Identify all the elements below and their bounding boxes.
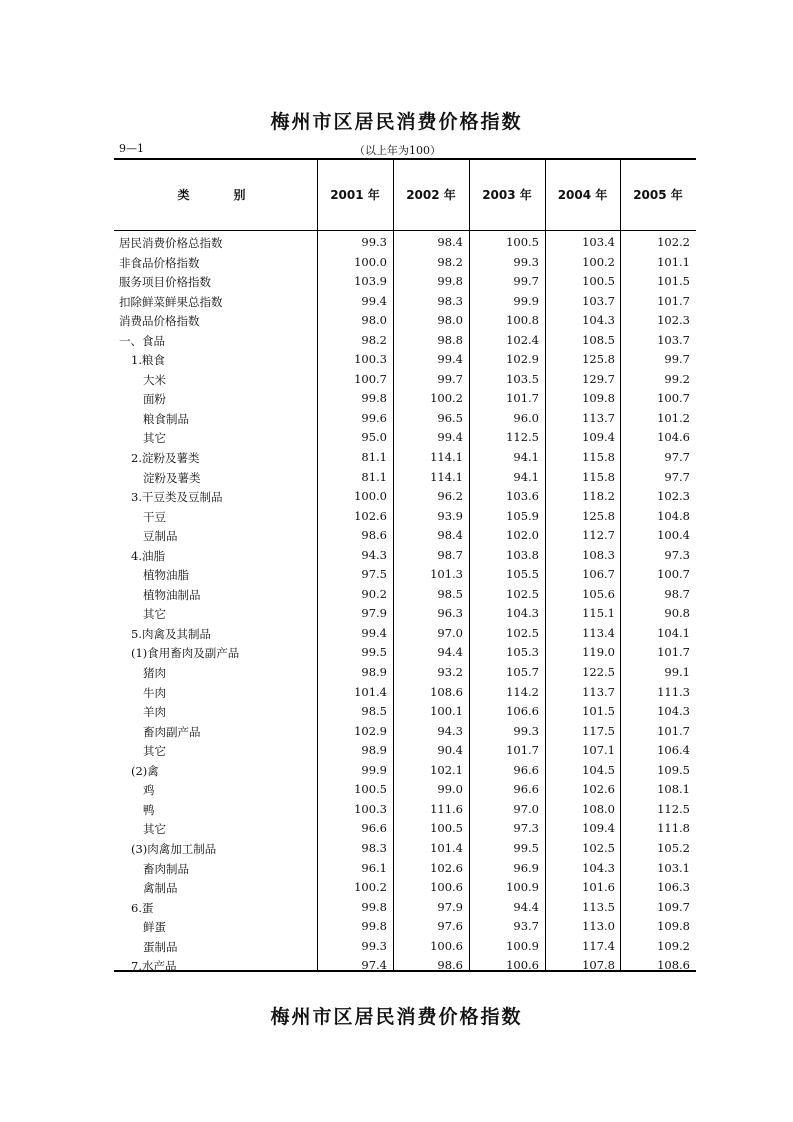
row-label: 鲜蛋	[143, 920, 166, 935]
row-value: 109.8	[582, 391, 615, 406]
row-label: 服务项目价格指数	[119, 275, 211, 290]
row-value: 99.3	[513, 254, 539, 269]
row-value: 101.7	[657, 723, 690, 738]
row-value: 98.9	[361, 665, 387, 680]
base-year-note: （以上年为100）	[354, 144, 441, 157]
row-value: 90.4	[437, 743, 463, 758]
table-row	[114, 741, 696, 761]
row-value: 81.1	[361, 469, 387, 484]
row-value: 97.7	[664, 469, 690, 484]
row-label: 豆制品	[143, 529, 178, 544]
row-value: 81.1	[361, 450, 387, 465]
row-value: 109.5	[657, 762, 690, 777]
table-row	[114, 409, 696, 429]
row-label: 1.粮食	[131, 353, 165, 368]
row-value: 97.9	[437, 899, 463, 914]
row-value: 94.3	[437, 723, 463, 738]
row-value: 98.2	[437, 254, 463, 269]
row-value: 108.6	[430, 684, 463, 699]
row-value: 96.6	[513, 782, 539, 797]
row-value: 99.7	[513, 274, 539, 289]
row-label: 其它	[143, 607, 166, 622]
row-value: 104.3	[582, 860, 615, 875]
row-value: 102.5	[582, 840, 615, 855]
row-value: 98.8	[437, 332, 463, 347]
row-label: 羊肉	[143, 705, 166, 720]
row-value: 108.0	[582, 801, 615, 816]
row-value: 97.4	[361, 958, 387, 973]
row-label: 猪肉	[143, 666, 166, 681]
row-label: 鸡	[143, 783, 155, 798]
row-value: 109.4	[582, 430, 615, 445]
row-value: 114.1	[430, 450, 463, 465]
row-value: 100.4	[657, 528, 690, 543]
row-label: 3.干豆类及豆制品	[131, 490, 223, 505]
row-value: 99.8	[361, 899, 387, 914]
table-row	[114, 565, 696, 585]
row-value: 112.7	[582, 528, 615, 543]
row-value: 100.6	[430, 938, 463, 953]
row-label: (1)食用畜肉及副产品	[131, 646, 240, 661]
row-value: 113.0	[582, 919, 615, 934]
row-value: 100.7	[354, 371, 387, 386]
row-value: 100.9	[506, 880, 539, 895]
row-value: 105.3	[506, 645, 539, 660]
table-row	[114, 292, 696, 312]
row-value: 129.7	[582, 371, 615, 386]
row-value: 101.7	[506, 391, 539, 406]
row-value: 100.7	[657, 391, 690, 406]
row-label: 粮食制品	[143, 411, 189, 426]
row-value: 99.5	[513, 840, 539, 855]
table-row	[114, 878, 696, 898]
table-row	[114, 272, 696, 292]
row-value: 105.6	[582, 586, 615, 601]
row-label: (2)禽	[131, 763, 159, 778]
row-label: 其它	[143, 431, 166, 446]
row-value: 96.6	[361, 821, 387, 836]
table-row	[114, 898, 696, 918]
table-row	[114, 253, 696, 273]
row-value: 102.6	[582, 782, 615, 797]
table-number: 9—1	[119, 142, 144, 155]
row-value: 115.8	[582, 450, 615, 465]
row-value: 96.5	[437, 410, 463, 425]
table-row	[114, 722, 696, 742]
table-row	[114, 585, 696, 605]
row-label: 畜肉副产品	[143, 724, 201, 739]
row-value: 99.3	[361, 235, 387, 249]
row-value: 105.2	[657, 840, 690, 855]
row-value: 113.4	[582, 625, 615, 640]
row-value: 94.1	[513, 450, 539, 465]
row-value: 100.0	[354, 489, 387, 504]
row-label: 消费品价格指数	[119, 314, 200, 329]
row-value: 101.7	[657, 293, 690, 308]
row-label: 淀粉及薯类	[143, 470, 201, 485]
row-value: 102.4	[506, 332, 539, 347]
row-value: 101.1	[657, 254, 690, 269]
next-page-title: 梅州市区居民消费价格指数	[270, 1006, 523, 1028]
row-value: 101.4	[354, 684, 387, 699]
row-value: 100.5	[354, 782, 387, 797]
row-value: 104.8	[657, 508, 690, 523]
row-value: 98.9	[361, 743, 387, 758]
row-value: 99.7	[664, 352, 690, 367]
row-value: 99.0	[437, 782, 463, 797]
table-row	[114, 624, 696, 644]
row-value: 104.3	[506, 606, 539, 621]
row-value: 99.9	[361, 762, 387, 777]
row-label: 植物油制品	[143, 587, 201, 602]
row-value: 111.8	[657, 821, 690, 836]
row-value: 114.2	[506, 684, 539, 699]
row-value: 94.3	[361, 547, 387, 562]
row-label: 一、食品	[119, 333, 165, 348]
row-value: 101.3	[430, 567, 463, 582]
table-row	[114, 233, 696, 253]
row-value: 97.9	[361, 606, 387, 621]
table-row	[114, 370, 696, 390]
row-value: 97.0	[437, 625, 463, 640]
row-value: 99.4	[361, 293, 387, 308]
row-value: 103.9	[354, 274, 387, 289]
row-label: 5.肉禽及其制品	[131, 626, 211, 641]
row-value: 109.7	[657, 899, 690, 914]
row-label: 2.淀粉及薯类	[131, 451, 200, 466]
row-value: 103.7	[657, 332, 690, 347]
row-value: 119.0	[582, 645, 615, 660]
row-value: 102.0	[506, 528, 539, 543]
row-value: 107.1	[582, 743, 615, 758]
row-value: 97.3	[513, 821, 539, 836]
row-value: 100.2	[354, 880, 387, 895]
table-row	[114, 428, 696, 448]
row-value: 98.0	[361, 313, 387, 328]
row-value: 99.7	[437, 371, 463, 386]
table-row	[114, 331, 696, 351]
table-row	[114, 604, 696, 624]
row-value: 94.4	[437, 645, 463, 660]
row-value: 103.6	[506, 489, 539, 504]
row-value: 125.8	[582, 508, 615, 523]
row-value: 101.7	[657, 645, 690, 660]
row-value: 115.8	[582, 469, 615, 484]
row-value: 99.3	[361, 938, 387, 953]
row-value: 100.3	[354, 352, 387, 367]
table-row	[114, 702, 696, 722]
row-value: 96.1	[361, 860, 387, 875]
row-label: 牛肉	[143, 685, 166, 700]
row-value: 106.6	[506, 704, 539, 719]
row-value: 97.5	[361, 567, 387, 582]
row-value: 99.8	[361, 919, 387, 934]
row-value: 100.9	[506, 938, 539, 953]
row-value: 98.5	[437, 586, 463, 601]
row-value: 108.1	[657, 782, 690, 797]
row-value: 111.6	[430, 801, 463, 816]
row-value: 99.9	[513, 293, 539, 308]
row-value: 97.0	[513, 801, 539, 816]
header-year-2004: 2004 年	[557, 188, 608, 202]
table-header-rule	[114, 230, 696, 231]
header-year-2003: 2003 年	[482, 188, 532, 202]
row-value: 97.3	[664, 547, 690, 562]
row-value: 102.3	[657, 313, 690, 328]
row-value: 98.5	[361, 704, 387, 719]
row-value: 106.4	[657, 743, 690, 758]
row-value: 100.1	[430, 704, 463, 719]
row-value: 98.7	[437, 547, 463, 562]
row-value: 98.2	[361, 332, 387, 347]
row-value: 118.2	[582, 489, 615, 504]
header-year-2002: 2002 年	[406, 188, 456, 202]
row-value: 94.4	[513, 899, 539, 914]
row-label: 植物油脂	[143, 568, 189, 583]
row-value: 99.1	[664, 665, 690, 680]
row-label: (3)肉禽加工制品	[131, 841, 217, 856]
row-value: 90.2	[361, 586, 387, 601]
row-value: 100.3	[354, 801, 387, 816]
row-value: 98.4	[437, 235, 463, 249]
row-value: 99.6	[361, 410, 387, 425]
row-value: 106.7	[582, 567, 615, 582]
table-row	[114, 761, 696, 781]
row-value: 105.9	[506, 508, 539, 523]
row-value: 96.2	[437, 489, 463, 504]
row-value: 112.5	[657, 801, 690, 816]
row-value: 107.8	[582, 958, 615, 973]
row-value: 104.3	[657, 704, 690, 719]
row-value: 101.5	[657, 274, 690, 289]
row-value: 108.3	[582, 547, 615, 562]
row-value: 100.5	[582, 274, 615, 289]
table-row	[114, 819, 696, 839]
table-row	[114, 546, 696, 566]
row-value: 99.4	[437, 430, 463, 445]
row-value: 117.5	[582, 723, 615, 738]
row-value: 100.6	[430, 880, 463, 895]
table-row	[114, 800, 696, 820]
row-value: 108.5	[582, 332, 615, 347]
row-value: 101.7	[506, 743, 539, 758]
table-row	[114, 956, 696, 976]
row-value: 96.6	[513, 762, 539, 777]
row-label: 禽制品	[143, 881, 178, 896]
row-value: 95.0	[361, 430, 387, 445]
table-row	[114, 507, 696, 527]
table-row	[114, 839, 696, 859]
table-row	[114, 663, 696, 683]
row-value: 98.3	[361, 840, 387, 855]
row-label: 干豆	[143, 509, 166, 524]
row-value: 103.5	[506, 371, 539, 386]
row-label: 6.蛋	[131, 900, 154, 915]
row-value: 96.3	[437, 606, 463, 621]
header-year-2001: 2001 年	[330, 188, 380, 202]
row-value: 90.8	[664, 606, 690, 621]
row-value: 102.3	[657, 489, 690, 504]
row-value: 100.7	[657, 567, 690, 582]
row-value: 102.6	[354, 508, 387, 523]
row-value: 100.0	[354, 254, 387, 269]
row-value: 99.5	[361, 645, 387, 660]
row-value: 113.7	[582, 684, 615, 699]
row-value: 101.6	[582, 880, 615, 895]
row-value: 122.5	[582, 665, 615, 680]
row-value: 98.7	[664, 586, 690, 601]
row-value: 100.5	[430, 821, 463, 836]
row-value: 99.8	[437, 274, 463, 289]
row-value: 101.4	[430, 840, 463, 855]
row-value: 96.9	[513, 860, 539, 875]
row-label: 4.油脂	[131, 548, 165, 563]
row-label: 其它	[143, 822, 166, 837]
row-value: 103.7	[582, 293, 615, 308]
row-value: 93.7	[513, 919, 539, 934]
table-row	[114, 487, 696, 507]
row-value: 102.9	[506, 352, 539, 367]
row-value: 99.2	[664, 371, 690, 386]
row-value: 100.2	[430, 391, 463, 406]
row-label: 面粉	[143, 392, 166, 407]
row-value: 97.6	[437, 919, 463, 934]
table-body	[114, 233, 696, 976]
row-value: 102.9	[354, 723, 387, 738]
row-value: 108.6	[657, 958, 690, 973]
page-title: 梅州市区居民消费价格指数	[270, 111, 523, 133]
row-value: 105.5	[506, 567, 539, 582]
table-row	[114, 917, 696, 937]
row-value: 96.0	[513, 410, 539, 425]
row-value: 112.5	[506, 430, 539, 445]
row-value: 102.1	[430, 762, 463, 777]
row-value: 93.2	[437, 665, 463, 680]
row-value: 98.0	[437, 313, 463, 328]
row-value: 101.5	[582, 704, 615, 719]
row-value: 114.1	[430, 469, 463, 484]
row-value: 103.8	[506, 547, 539, 562]
row-value: 106.3	[657, 880, 690, 895]
row-value: 98.6	[437, 958, 463, 973]
row-value: 102.2	[657, 235, 690, 249]
row-value: 94.1	[513, 469, 539, 484]
header-year-2005: 2005 年	[633, 188, 683, 202]
row-value: 113.7	[582, 410, 615, 425]
row-value: 111.3	[657, 684, 690, 699]
table-row	[114, 311, 696, 331]
row-value: 97.7	[664, 450, 690, 465]
table-row	[114, 937, 696, 957]
row-value: 104.5	[582, 762, 615, 777]
row-value: 109.8	[657, 919, 690, 934]
row-label: 蛋制品	[143, 939, 178, 954]
row-value: 102.6	[430, 860, 463, 875]
row-value: 125.8	[582, 352, 615, 367]
row-value: 98.3	[437, 293, 463, 308]
row-value: 93.9	[437, 508, 463, 523]
row-value: 109.2	[657, 938, 690, 953]
row-value: 109.4	[582, 821, 615, 836]
row-value: 102.5	[506, 586, 539, 601]
table-row	[114, 526, 696, 546]
table-row	[114, 448, 696, 468]
row-value: 104.1	[657, 625, 690, 640]
row-value: 101.2	[657, 410, 690, 425]
row-value: 104.6	[657, 430, 690, 445]
header-category: 类 别	[177, 188, 262, 202]
row-value: 98.4	[437, 528, 463, 543]
row-value: 117.4	[582, 938, 615, 953]
row-label: 鸭	[143, 802, 155, 817]
row-value: 99.4	[437, 352, 463, 367]
row-value: 100.6	[506, 958, 539, 973]
table-row	[114, 859, 696, 879]
row-label: 7.水产品	[131, 959, 177, 974]
row-label: 大米	[143, 372, 166, 387]
row-value: 105.7	[506, 665, 539, 680]
row-value: 100.5	[506, 235, 539, 249]
row-value: 115.1	[582, 606, 615, 621]
row-value: 113.5	[582, 899, 615, 914]
table-row	[114, 683, 696, 703]
row-value: 100.8	[506, 313, 539, 328]
row-value: 100.2	[582, 254, 615, 269]
row-label: 畜肉制品	[143, 861, 189, 876]
row-value: 102.5	[506, 625, 539, 640]
table-row	[114, 350, 696, 370]
table-row	[114, 468, 696, 488]
row-value: 103.4	[582, 235, 615, 249]
table-top-rule	[114, 158, 696, 160]
table-row	[114, 389, 696, 409]
row-label: 扣除鲜菜鲜果总指数	[119, 294, 223, 309]
table-row	[114, 780, 696, 800]
row-value: 99.3	[513, 723, 539, 738]
row-value: 99.4	[361, 625, 387, 640]
row-value: 103.1	[657, 860, 690, 875]
row-label: 非食品价格指数	[119, 255, 200, 270]
row-value: 99.8	[361, 391, 387, 406]
row-label: 居民消费价格总指数	[119, 236, 223, 250]
row-label: 其它	[143, 744, 166, 759]
row-value: 104.3	[582, 313, 615, 328]
table-row	[114, 643, 696, 663]
row-value: 98.6	[361, 528, 387, 543]
